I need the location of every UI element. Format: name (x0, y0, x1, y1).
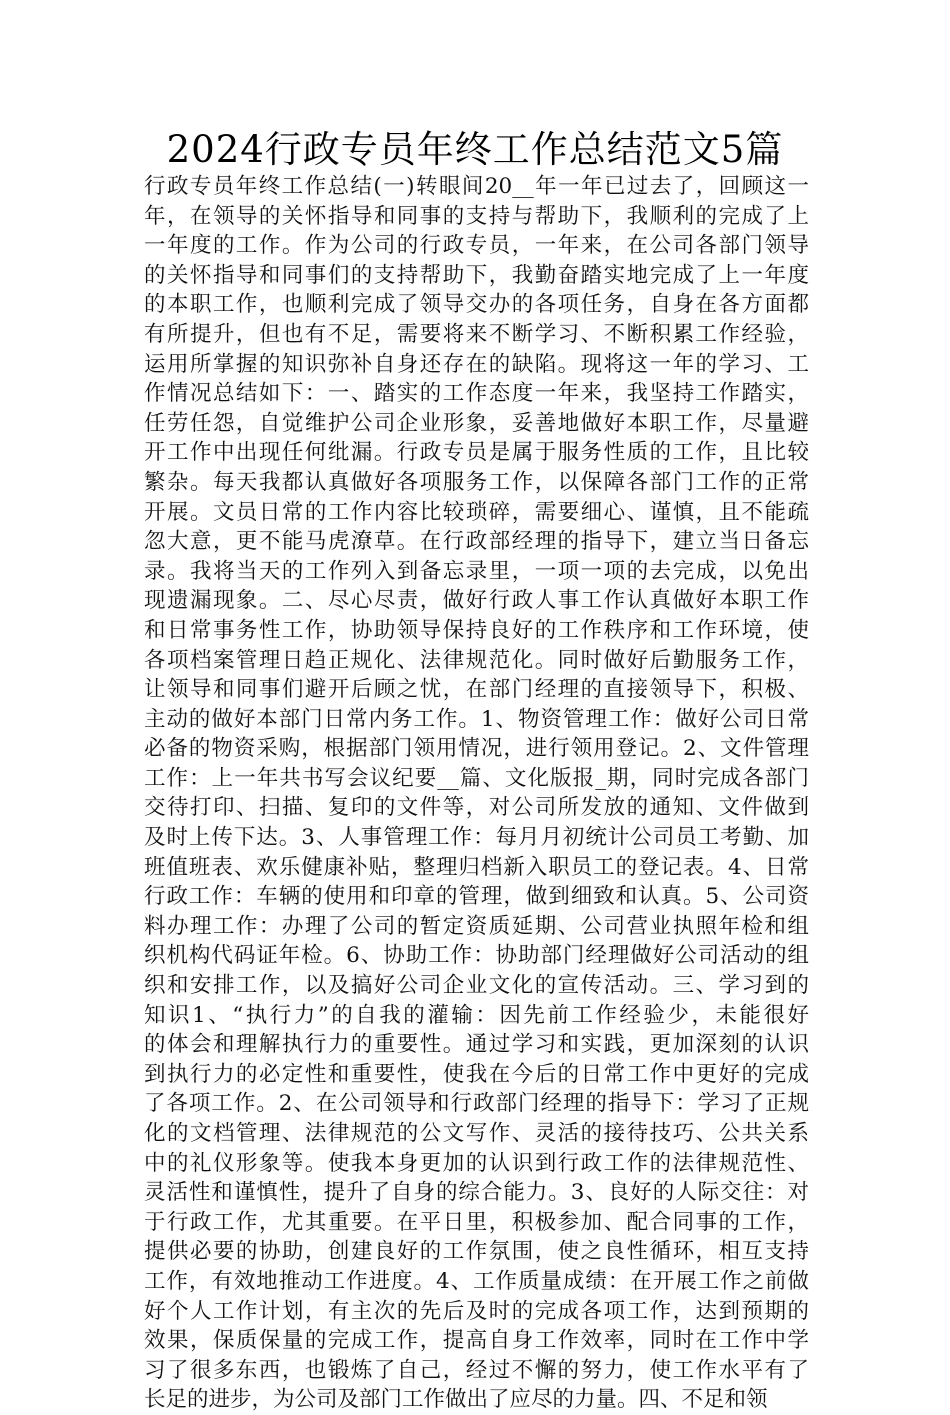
body-text-line: 主动的做好本部门日常内务工作。1、物资管理工作：做好公司日常 (144, 706, 809, 732)
body-text-line: 好个人工作计划，有主次的先后及时的完成各项工作，达到预期的 (144, 1298, 809, 1324)
body-text-line: 化的文档管理、法律规范的公文写作、灵活的接待技巧、公共关系 (144, 1121, 809, 1146)
body-text-line: 了各项工作。2、在公司领导和行政部门经理的指导下：学习了正规 (144, 1091, 809, 1117)
body-text-line: 知识1、“执行力”的自我的灌输：因先前工作经验少，未能很好 (144, 1002, 809, 1028)
body-text-line: 的关怀指导和同事们的支持帮助下，我勤奋踏实地完成了上一年度 (144, 262, 809, 288)
body-text-line: 工作，有效地推动工作进度。4、工作质量成绩：在开展工作之前做 (144, 1268, 809, 1294)
body-text-line: 到执行力的必定性和重要性，使我在今后的日常工作中更好的完成 (144, 1061, 809, 1087)
body-text-line: 运用所掌握的知识弥补自身还存在的缺陷。现将这一年的学习、工 (144, 351, 809, 377)
body-text-line: 必备的物资采购，根据部门领用情况，进行领用登记。2、文件管理 (144, 736, 809, 762)
body-text-line: 繁杂。每天我都认真做好各项服务工作，以保障各部门工作的正常 (144, 469, 809, 495)
document-title: 2024行政专员年终工作总结范文5篇 (166, 128, 784, 171)
body-text-line: 各项档案管理日趋正规化、法律规范化。同时做好后勤服务工作， (144, 647, 809, 673)
body-text-line: 习了很多东西，也锻炼了自己，经过不懈的努力，使工作水平有了 (144, 1357, 809, 1383)
body-text-line: 料办理工作：办理了公司的暂定资质延期、公司营业执照年检和组 (144, 913, 809, 939)
body-text-line: 的本职工作，也顺利完成了领导交办的各项任务，自身在各方面都 (144, 292, 809, 318)
body-text-line: 及时上传下达。3、人事管理工作：每月月初统计公司员工考勤、加 (144, 825, 809, 851)
body-text-line: 年，在领导的关怀指导和同事的支持与帮助下，我顺利的完成了上 (144, 203, 809, 229)
body-text-line: 班值班表、欢乐健康补贴，整理归档新入职员工的登记表。4、日常 (144, 854, 809, 880)
body-text-line: 忽大意，更不能马虎潦草。在行政部经理的指导下，建立当日备忘 (144, 529, 809, 555)
body-text-line: 行政工作：车辆的使用和印章的管理，做到细致和认真。5、公司资 (144, 884, 809, 910)
body-text-line: 中的礼仪形象等。使我本身更加的认识到行政工作的法律规范性、 (144, 1150, 809, 1176)
body-text-line: 灵活性和谨慎性，提升了自身的综合能力。3、良好的人际交往：对 (144, 1180, 809, 1206)
body-text-line: 录。我将当天的工作列入到备忘录里，一项一项的去完成，以免出 (144, 558, 809, 584)
body-text-line: 任劳任怨，自觉维护公司企业形象，妥善地做好本职工作，尽量避 (144, 410, 809, 436)
body-text-line: 效果，保质保量的完成工作，提高自身工作效率，同时在工作中学 (144, 1328, 809, 1354)
body-text-line: 开展。文员日常的工作内容比较琐碎，需要细心、谨慎，且不能疏 (144, 499, 809, 525)
body-text-line: 和日常事务性工作，协助领导保持良好的工作秩序和工作环境，使 (144, 617, 809, 643)
body-text-line: 让领导和同事们避开后顾之忧，在部门经理的直接领导下，积极、 (144, 677, 809, 703)
body-text-line: 织和安排工作，以及搞好公司企业文化的宣传活动。三、学习到的 (144, 973, 809, 999)
body-text-line: 作情况总结如下：一、踏实的工作态度一年来，我坚持工作踏实， (144, 381, 809, 407)
body-text-line: 交待打印、扫描、复印的文件等，对公司所发放的通知、文件做到 (144, 795, 809, 821)
body-text-line: 工作：上一年共书写会议纪要__篇、文化版报_期，同时完成各部门 (144, 765, 809, 791)
body-text-line: 行政专员年终工作总结(一)转眼间20__年一年已过去了，回顾这一 (144, 174, 809, 199)
body-text-line: 提供必要的协助，创建良好的工作氛围，使之良性循环，相互支持 (144, 1239, 809, 1265)
body-text-line: 有所提升，但也有不足，需要将来不断学习、不断积累工作经验， (144, 321, 809, 347)
document-body (144, 172, 809, 1415)
body-text-line: 的体会和理解执行力的重要性。通过学习和实践，更加深刻的认识 (144, 1032, 809, 1058)
body-text-line: 一年度的工作。作为公司的行政专员，一年来，在公司各部门领导 (144, 233, 809, 259)
body-text-line: 于行政工作，尤其重要。在平日里，积极参加、配合同事的工作， (144, 1209, 809, 1235)
body-text-line: 开工作中出现任何纰漏。行政专员是属于服务性质的工作，且比较 (144, 440, 809, 466)
body-text-line: 织机构代码证年检。6、协助工作：协助部门经理做好公司活动的组 (144, 943, 809, 969)
body-text-line: 长足的进步，为公司及部门工作做出了应尽的力量。四、不足和领 (144, 1387, 768, 1413)
body-text-line: 现遗漏现象。二、尽心尽责，做好行政人事工作认真做好本职工作 (144, 588, 809, 614)
